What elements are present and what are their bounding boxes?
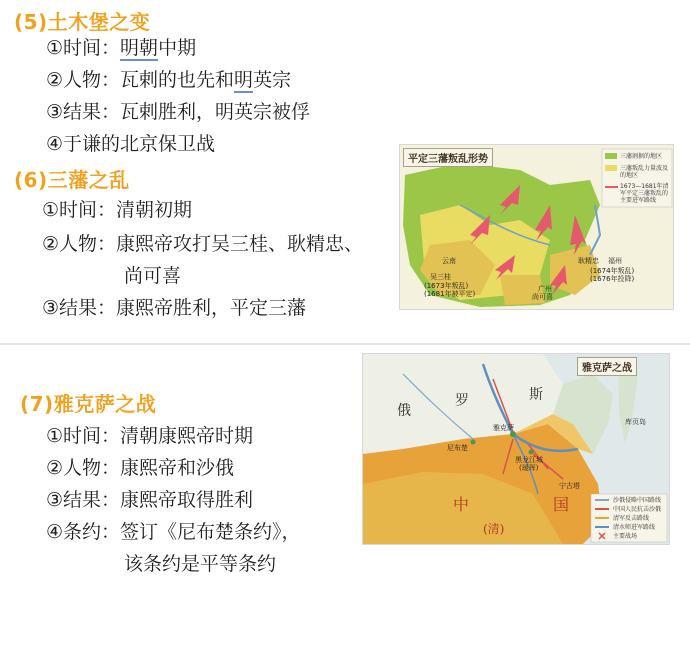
label-si: 斯 [529,387,543,403]
label-luo: 罗 [455,393,469,409]
section-divider [0,343,690,345]
label-fuzhou: 福州 [608,257,622,265]
section5-line-result: ③结果：瓦剌胜利，明英宗被俘 [46,101,311,123]
section7-line-time: ①时间：清朝康熙帝时期 [46,425,254,447]
label-kuyedao: 库页岛 [625,418,646,426]
label-wusangui: 吴三桂 [430,273,451,281]
label-wu-1673: (1673年叛乱) [424,282,469,290]
yakesa-legend-4: 清水师进军路线 [613,524,656,531]
text: 英宗 [253,69,292,91]
ming-underlined: 明朝 [120,37,159,59]
section6-line-time: ①时间：清朝初期 [42,199,193,221]
ming-underlined: 明 [234,69,254,91]
label-heilongjiangcheng: 黑龙江城 [515,456,543,464]
label: ①时间： [46,37,121,59]
label-zhong: 中 [453,495,470,514]
label-geng-1674: (1674年叛乱) [590,267,635,275]
section7-line-result: ③结果：康熙帝取得胜利 [46,489,254,511]
sanfan-legend-2: 三藩叛乱力量波及的地区 [620,165,669,179]
label-yunnan: 云南 [442,257,456,265]
label-gengjingzhong: 耿精忠 [578,257,599,265]
yakesa-map [362,353,670,545]
section7-line-treaty: ④条约：签订《尼布楚条约》， [46,521,301,543]
label-aihui: (瑷珲) [519,464,539,472]
sanfan-map [399,144,674,310]
label-yakesa: 雅克萨 [493,424,514,432]
yakesa-legend-3: 清军反击路线 [613,515,650,522]
label-wu-1681: (1681年被平定) [424,290,476,298]
label-geng-1676: (1676年投降) [590,275,635,283]
label-shangkexi: 尚可喜 [532,293,553,301]
section7-line-treaty-cont: 该条约是平等条约 [124,553,277,575]
text: ②人物：瓦剌的也先和 [46,69,235,91]
yakesa-legend-1: 沙俄侵略中国路线 [613,497,662,504]
label-ningguta: 宁古塔 [559,482,580,490]
section6-heading: (6)三藩之乱 [14,168,130,192]
sanfan-legend-1: 三藩割据的地区 [620,153,663,160]
text: 中期 [158,37,197,59]
yakesa-legend-5: 主要战场 [613,533,638,540]
yakesa-legend-2: 中国人民抗击沙俄 [613,506,662,513]
section7-heading: (7)雅克萨之战 [20,392,157,416]
section7-line-person: ②人物：康熙帝和沙俄 [46,457,235,479]
label-qing: (清) [483,522,505,536]
section6-line-person: ②人物：康熙帝攻打吴三桂、耿精忠、 [42,233,364,255]
section5-line-time [46,36,196,60]
section5-heading: (5)土木堡之变 [14,10,151,34]
label-guangzhou: 广州 [538,285,552,293]
yakesa-map-title: 雅克萨之战 [577,357,637,376]
label-nibuchu: 尼布楚 [447,444,468,452]
section5-line-person [46,68,291,92]
section6-line-person-cont: 尚可喜 [124,265,182,287]
sanfan-legend-3: 1673—1681年清军平定三藩叛乱的主要进军路线 [620,183,669,204]
section6-line-result: ③结果：康熙帝胜利，平定三藩 [42,297,307,319]
label-guo: 国 [553,495,570,514]
section5-line-defense: ④于谦的北京保卫战 [46,133,216,155]
label-e: 俄 [397,403,411,419]
sanfan-map-title: 平定三藩叛乱形势 [403,148,493,167]
